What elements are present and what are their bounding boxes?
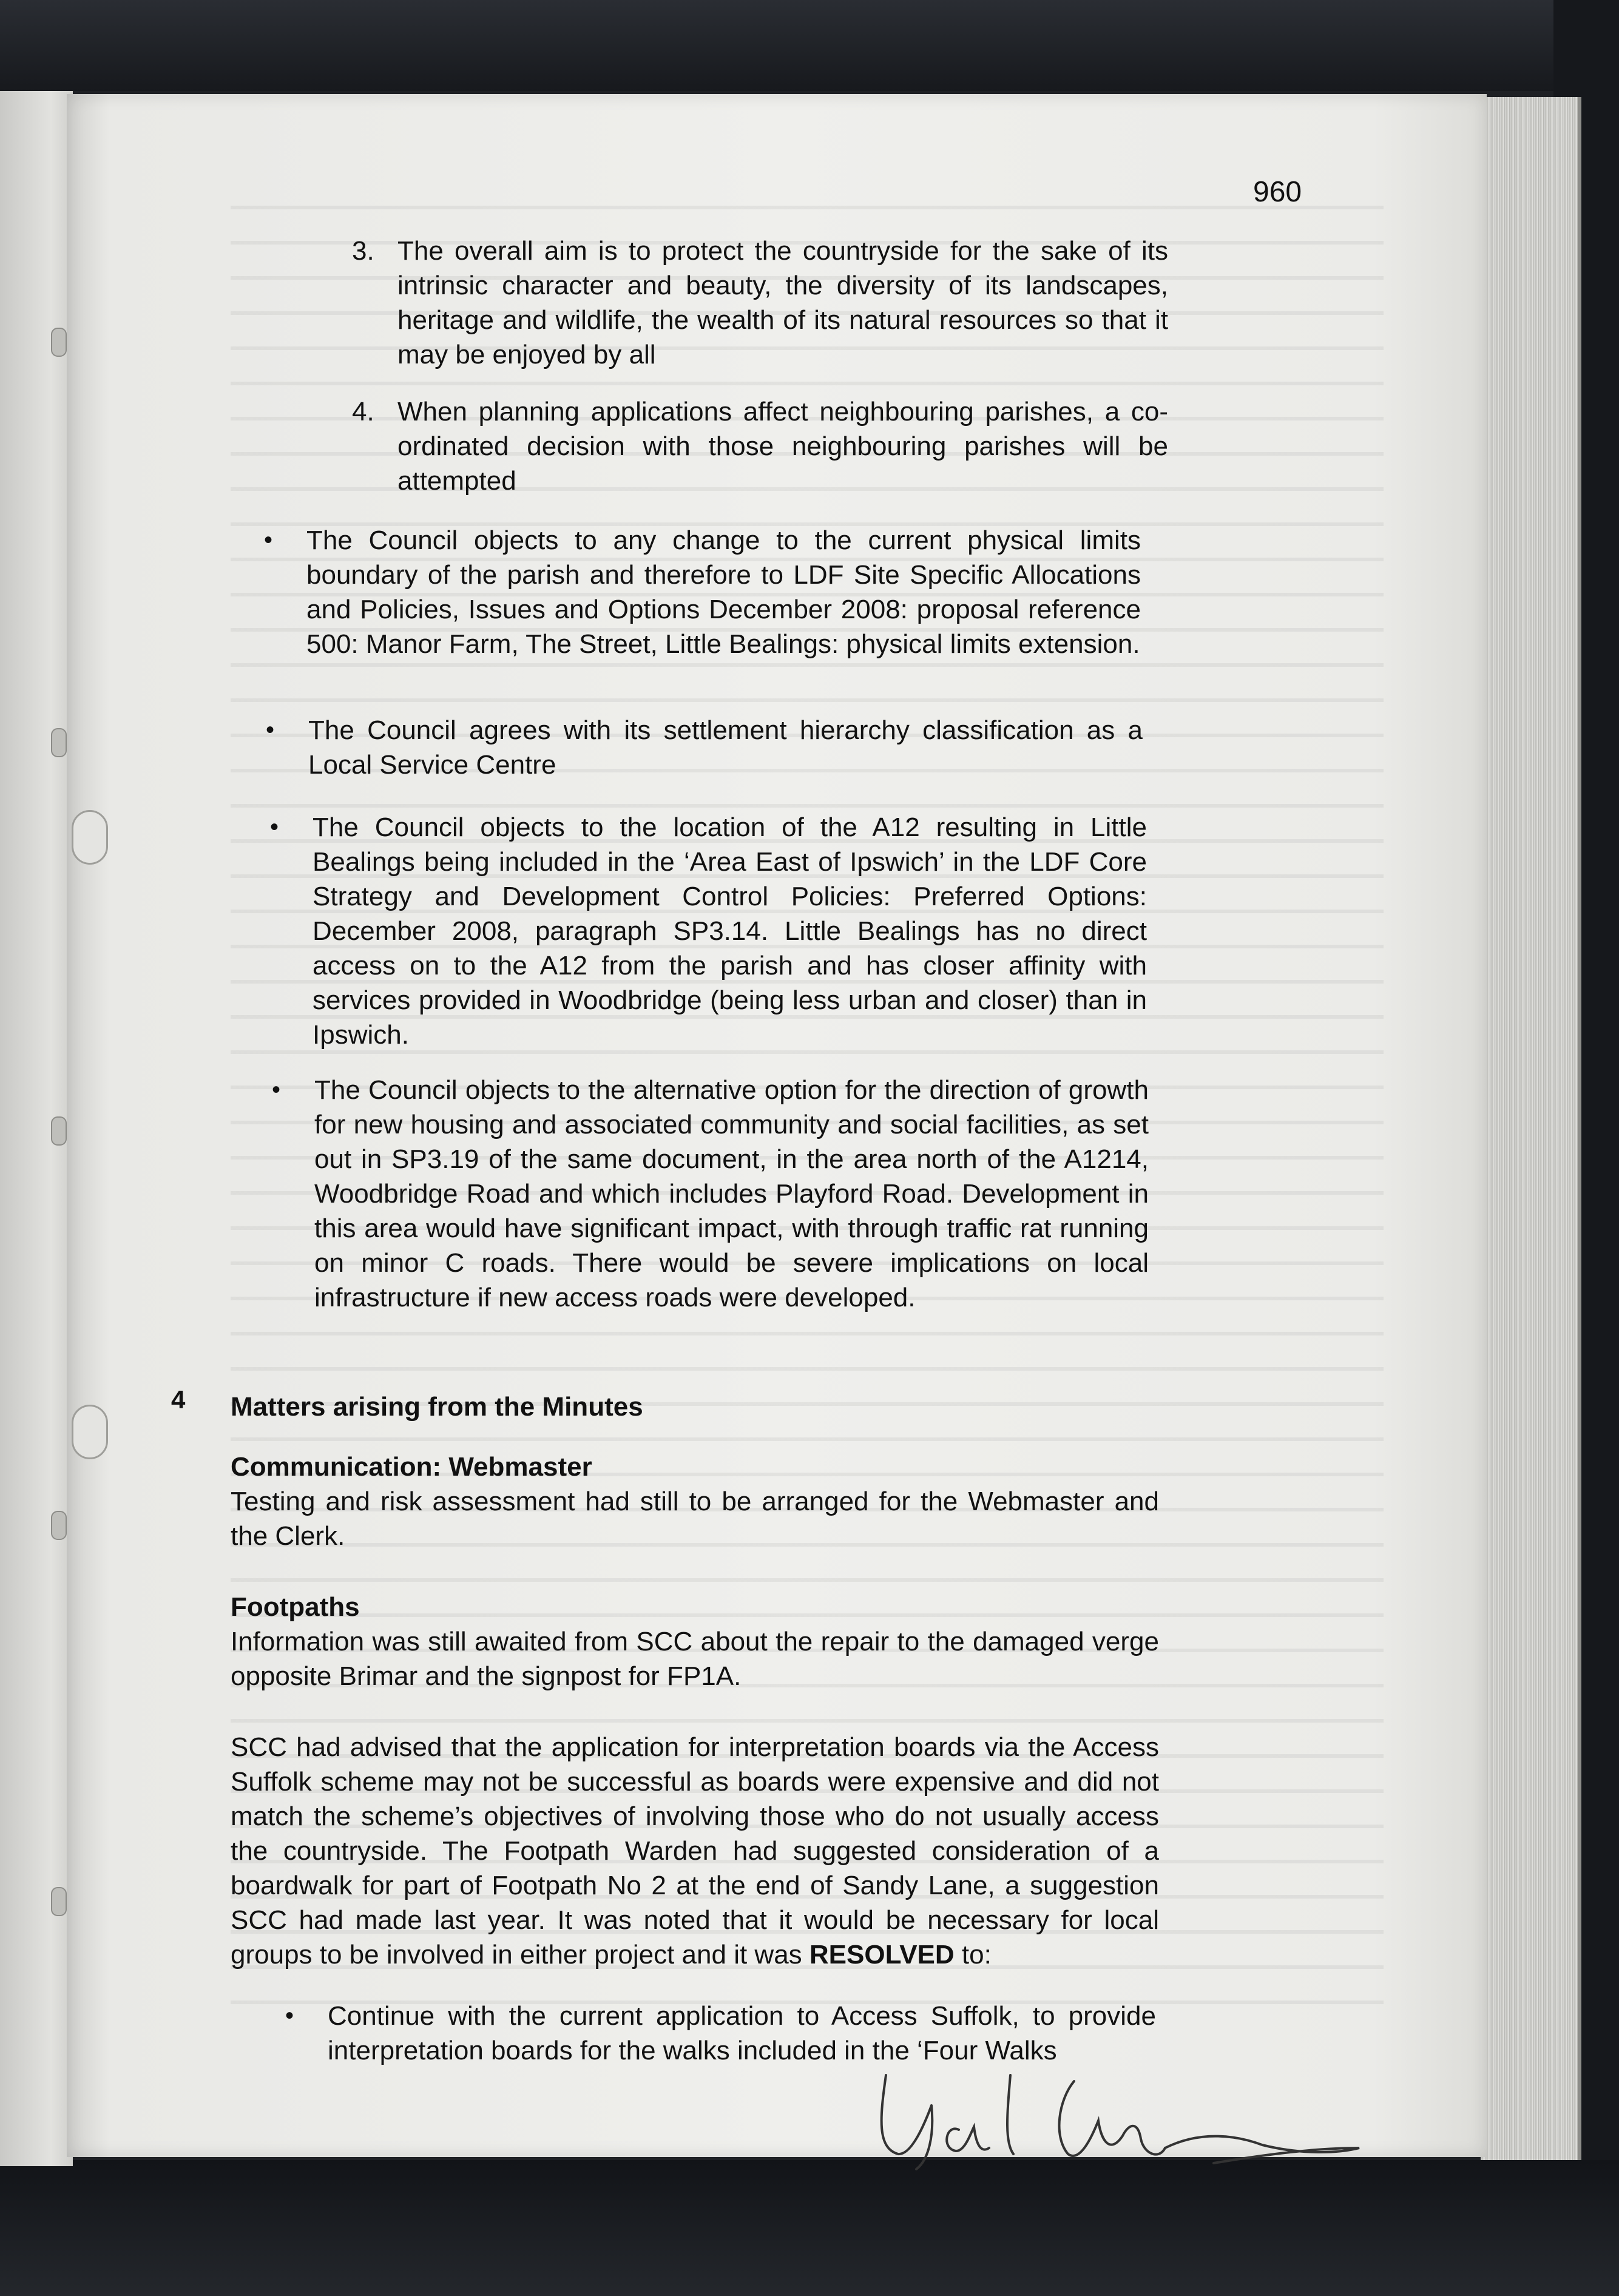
bullet-text: The Council objects to the location of the A12 resulting in Little Bealings being included in the ‘Area East of Ipswich’ in the LDF Core Strategy and Development Control Policies: Preferred Options: December 2008, paragraph SP3.14. Little Bealings has no direct access on to the A12 from the parish and has closer affinity with services provided in Woodbridge (being less urban and closer) than in Ipswich. [313, 812, 1147, 1050]
item-text: The overall aim is to protect the countryside for the sake of its intrinsic character and beauty, the diversity of its landscapes, heritage and wildlife, the wealth of its natural resources so that it may be enjoyed by all [397, 236, 1168, 370]
bullet-item [272, 1073, 1149, 1315]
paragraph: Information was still awaited from SCC about the repair to the damaged verge opposite Brimar and the signpost for FP1A. [231, 1627, 1159, 1691]
section-number: 4 [171, 1385, 186, 1414]
bullet-dot: • [270, 814, 279, 840]
bullet-text: The Council objects to the alternative option for the direction of growth for new housing and associated community and social facilities, as set out in SP3.19 of the same document, in the area north of the A1214, Woodbridge Road and which includes Playford Road. Development in this area would have significant impact, with through traffic rat running on minor C roads. There would be severe implications on local infrastructure if new access roads were developed. [314, 1075, 1149, 1312]
subsection-heading: Communication: Webmaster [231, 1452, 592, 1482]
paragraph-text: SCC had advised that the application for interpretation boards via the Access Suffolk scheme may not be successful as boards were expensive and did not match the scheme’s objectives of involving those who do not usually access the countryside. The Footpath Warden had suggested consideration of a boardwalk for part of Footpath No 2 at the end of Sandy Lane, a suggestion SCC had made last year. It was noted that it would be necessary for local groups to be involved in either project and it was [231, 1732, 1159, 1970]
resolved-tail: to: [954, 1940, 992, 1970]
bullet-dot: • [264, 527, 273, 553]
bullet-item [270, 810, 1147, 1052]
item-text: When planning applications affect neighbouring parishes, a co-ordinated decision with those neighbouring parishes will be attempted [397, 397, 1168, 496]
bullet-dot: • [285, 2002, 294, 2029]
item-number: 4. [352, 397, 374, 427]
bullet-dot: • [266, 717, 275, 743]
handwritten-signature [874, 2063, 1371, 2178]
numbered-item [352, 394, 1168, 498]
bullet-item [264, 523, 1141, 661]
paragraph [231, 1730, 1159, 1972]
page-number: 960 [1253, 176, 1302, 208]
numbered-item [352, 234, 1168, 372]
paragraph: Testing and risk assessment had still to be arranged for the Webmaster and the Clerk. [231, 1487, 1159, 1551]
resolved-word: RESOLVED [809, 1940, 955, 1970]
section-body [231, 1389, 1159, 2068]
item-number: 3. [352, 236, 374, 266]
bullet-item [266, 713, 1143, 782]
bullet-text: The Council agrees with its settlement hierarchy classification as a Local Service Centre [308, 715, 1143, 780]
subsection-heading: Footpaths [231, 1592, 360, 1622]
bullet-text: Continue with the current application to Access Suffolk, to provide interpretation boards for the walks included in the ‘Four Walks [328, 2001, 1156, 2065]
bullet-item [285, 1999, 1156, 2068]
bullet-text: The Council objects to any change to the current physical limits boundary of the parish and therefore to LDF Site Specific Allocations and Policies, Issues and Options December 2008: proposal reference 500: Manor Farm, The Street, Little Bealings: physical limits extension. [306, 525, 1141, 659]
section-title: Matters arising from the Minutes [231, 1392, 643, 1422]
bullet-dot: • [272, 1076, 281, 1103]
